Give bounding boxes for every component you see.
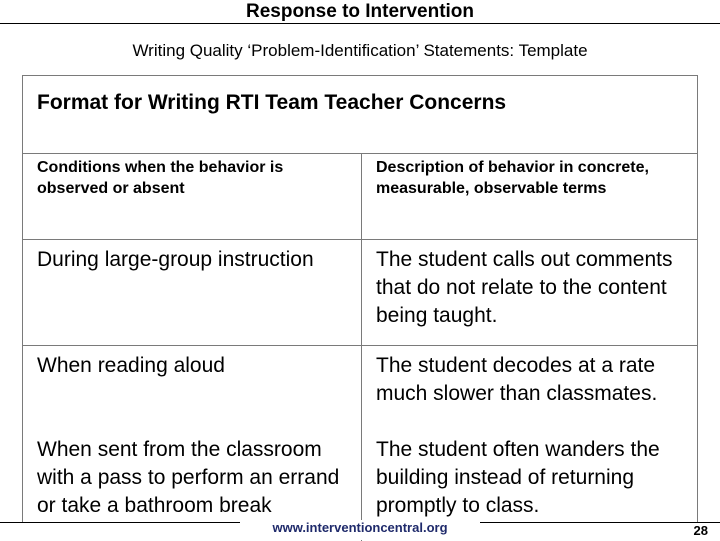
row-1-description: The student calls out comments that do not relate to the content being taught.: [376, 248, 673, 327]
header-divider: [23, 239, 697, 240]
footer-url: www.interventioncentral.org: [240, 520, 480, 536]
table-title: Format for Writing RTI Team Teacher Concerns: [23, 76, 697, 154]
header-description: Description of behavior in concrete, measurable, observable terms: [376, 159, 649, 197]
row-3-description: The student often wanders the building instead of returning promptly to class.: [376, 438, 660, 517]
row-2-condition: When reading aloud: [37, 354, 225, 377]
row-1-condition: During large-group instruction: [37, 248, 314, 271]
row-3-condition: When sent from the classroom with a pass to perform an errand or take a bathroom break: [37, 438, 340, 517]
slide-subtitle: Writing Quality ‘Problem-Identification’ Statements: Template: [132, 41, 588, 60]
row-2-description: The student decodes at a rate much slower than classmates.: [376, 354, 658, 405]
banner-title: Response to Intervention: [245, 1, 475, 22]
slide-banner: [0, 0, 720, 24]
row-divider: [23, 345, 697, 346]
page-number: 28: [693, 523, 708, 538]
header-conditions: Conditions when the behavior is observed or absent: [37, 159, 284, 197]
concerns-table: [22, 75, 698, 540]
